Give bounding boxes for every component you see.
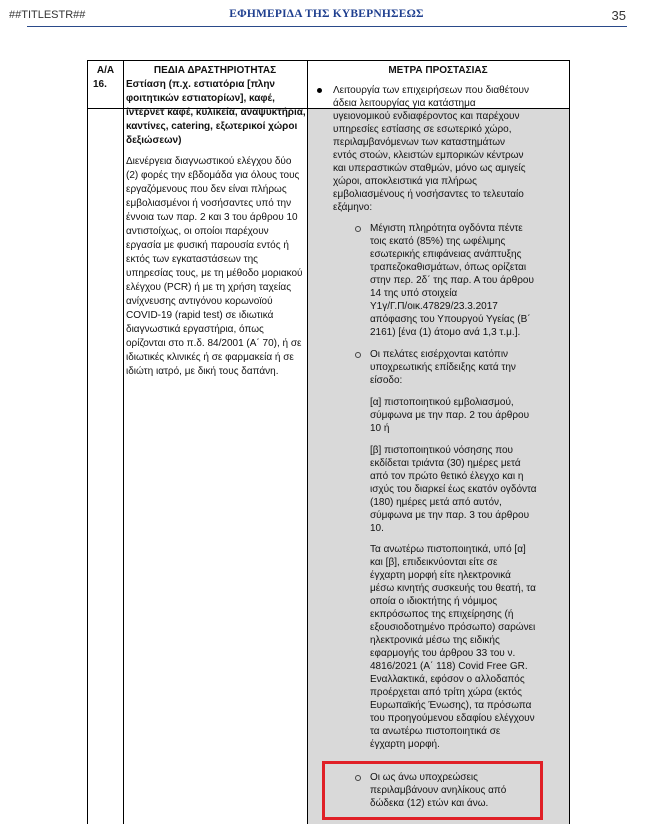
- column-header-aa: Α/Α: [96, 65, 115, 76]
- highlight-box: [322, 761, 543, 820]
- header-placeholder: ##TITLESTR##: [9, 9, 86, 21]
- row-number: 16.: [93, 79, 107, 90]
- measure-minors-text: Οι ως άνω υποχρεώσεις περιλαμβάνουν ανηλίκους από δώδεκα (12) ετών και άνω.: [370, 772, 507, 809]
- circle-bullet-icon: [355, 352, 361, 358]
- gazette-title: ΕΦΗΜΕΡΙΔΑ ΤΗΣ ΚΥΒΕΡΝΗΣΕΩΣ: [229, 8, 424, 20]
- measure-cert-verification: Τα ανωτέρω πιστοποιητικά, υπό [α] και [β], επιδεικνύονται είτε σε έγχαρτη μορφή είτε ηλεκτρονικά μέσω κινητής συσκευής του θεατή, τα οποία ο ιδιοκτήτης ή νόμιμος εκπρόσωπος της επιχείρησης (ή εξουσιοδοτημένο πρόσωπο) σαρώνει ηλεκτρονικά μέσω της ειδικής εφαρμογής του άρθρου 33 του ν. 4816/2021 (Α΄ 118) Covid Free GR. Εναλλακτικά, εφόσον ο αλλοδαπός προέρχεται από τρίτη χώρα (εκτός Ευρωπαϊκής Ένωσης), τα πρόσωπα του προηγούμενου εδαφίου ελέγχουν τα ανωτέρω πιστοποιητικά σε έγχαρτη μορφή.: [370, 544, 536, 750]
- column-header-measures: ΜΕΤΡΑ ΠΡΟΣΤΑΣΙΑΣ: [388, 65, 488, 76]
- bullet-icon: [317, 88, 322, 93]
- activity-text: Διενέργεια διαγνωστικού ελέγχου δύο (2) φορές την εβδομάδα για όλους τους εργαζόμενους που δεν είναι πλήρως εμβολιασμένοι ή νοσήσαντες υπό την έννοια των παρ. 2 και 3 του άρθρου 10 αντιστοίχως, οι οποίοι παρέχουν εργασία με φυσική παρουσία εντός ή εκτός των εγκαταστάσεων της υπηρεσίας τους, με τη μέθοδο μοριακού ελέγχου (PCR) ή με τη χρήση ταχείας ανίχνευσης αντιγόνου κορωνοϊού COVID-19 (rapid test) σε ιδιωτικά διαγνωστικά εργαστήρια, όπως ορίζονται στο π.δ. 84/2001 (Α΄ 70), ή σε ιδιωτικές κλινικές ή σε φαρμακεία ή σε ιδιώτη ιατρό, με δική τους δαπάνη.: [126, 156, 303, 377]
- header-divider: [27, 26, 627, 27]
- circle-bullet-icon: [355, 226, 361, 232]
- page-number: 35: [611, 8, 626, 23]
- measure-recovery-cert: [β] πιστοποιητικού νόσησης που εκδίδεται τριάντα (30) ημέρες μετά από τον πρώτο θετικό έλεγχο και η ισχύς του διαρκεί έως εκατόν ογδόντα (180) ημέρες μετά από αυτόν, σύμφωνα με την παρ. 3 του άρθρου 10.: [370, 445, 537, 534]
- measure-entry-text: Οι πελάτες εισέρχονται κατόπιν υποχρεωτικής επίδειξης κατά την είσοδο:: [370, 349, 516, 386]
- measure-capacity-text: Μέγιστη πληρότητα ογδόντα πέντε τοις εκατό (85%) της ωφέλιμης εσωτερικής επιφάνειας ανάπτυξης τραπεζοκαθισμάτων, όπως ορίζεται στην περ. 2δ΄ της παρ. Α του άρθρου 14 της υπό στοιχεία Υ1γ/Γ.Π/οικ.47829/23.3.2017 απόφασης του Υπουργού Υγείας (Β΄ 2161) [ένα (1) άτομο ανά 1,3 τ.μ.].: [370, 223, 534, 338]
- activity-title: Εστίαση (π.χ. εστιατόρια [πλην φοιτητικών εστιατορίων], καφέ, ίντερνετ καφέ, κυλικεία, αναψυκτήρια, καντίνες, catering, εξωτερικοί χώροι δεξιώσεων): [126, 79, 306, 146]
- column-divider: [123, 61, 124, 824]
- column-header-activity: ΠΕΔΙΑ ΔΡΑΣΤΗΡΙΟΤΗΤΑΣ: [153, 65, 277, 76]
- measure-vaccination-cert: [α] πιστοποιητικού εμβολιασμού, σύμφωνα με την παρ. 2 του άρθρου 10 ή: [370, 397, 530, 434]
- measure-bullet-text: Λειτουργία των επιχειρήσεων που διαθέτουν άδεια λειτουργίας για κατάστημα υγειονομικού ενδιαφέροντος και παρέχουν υπηρεσίες εστίασης σε εσωτερικό χώρο, περιλαμβανόμενων των καταστημάτων εντός στοών, κλειστών εμπορικών κέντρων και υπεραστικών σταθμών, μόνο ως αμιγείς χώροι, αποκλειστικά για πλήρως εμβολιασμένους ή νοσήσαντες το τελευταίο εξάμηνο:: [333, 85, 530, 213]
- column-divider: [307, 61, 308, 824]
